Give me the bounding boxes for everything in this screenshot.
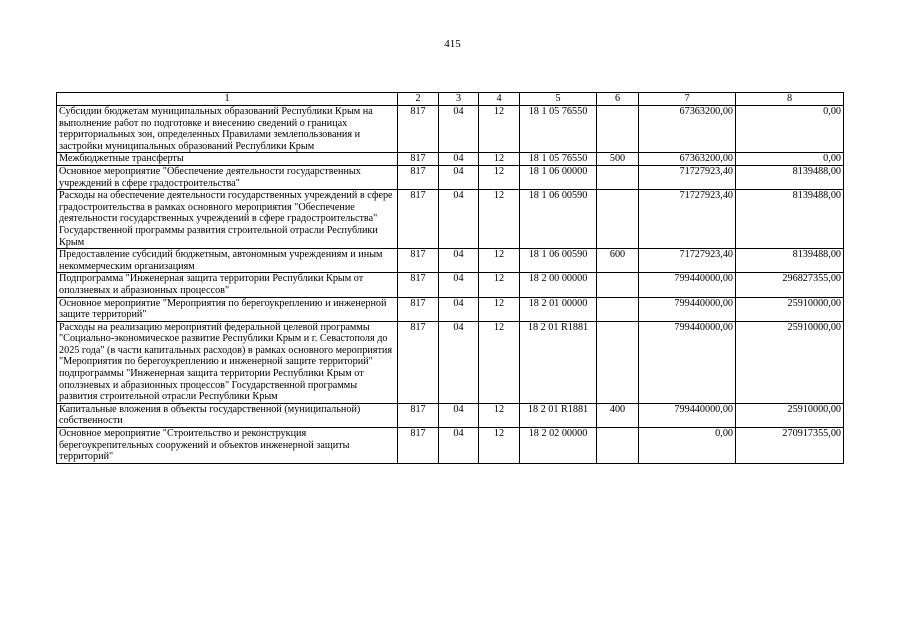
row-expense-type: 400 (597, 403, 639, 427)
row-section: 04 (439, 153, 479, 166)
row-target-article: 18 2 01 R1881 (520, 321, 597, 403)
row-grbs: 817 (398, 106, 439, 153)
row-sum-col8: 25910000,00 (736, 297, 844, 321)
table-row (57, 153, 844, 166)
row-target-article: 18 1 06 00000 (520, 165, 597, 189)
row-section: 04 (439, 106, 479, 153)
row-sum-col7: 799440000,00 (639, 321, 736, 403)
budget-table (56, 92, 844, 464)
table-row (57, 297, 844, 321)
row-sum-col8: 0,00 (736, 153, 844, 166)
table-row (57, 106, 844, 153)
row-subsection: 12 (479, 190, 520, 249)
page-number: 415 (444, 38, 461, 50)
table-row (57, 249, 844, 273)
row-grbs: 817 (398, 249, 439, 273)
row-subsection: 12 (479, 249, 520, 273)
row-sum-col8: 8139488,00 (736, 190, 844, 249)
row-name: Капитальные вложения в объекты государственной (муниципальной) собственности (57, 403, 398, 427)
row-section: 04 (439, 321, 479, 403)
row-sum-col8: 296827355,00 (736, 273, 844, 297)
row-target-article: 18 2 01 00000 (520, 297, 597, 321)
row-name: Предоставление субсидий бюджетным, автономным учреждениям и иным некоммерческим организациям (57, 249, 398, 273)
row-expense-type (597, 297, 639, 321)
row-sum-col7: 71727923,40 (639, 190, 736, 249)
row-grbs: 817 (398, 428, 439, 464)
row-grbs: 817 (398, 190, 439, 249)
row-name: Основное мероприятие "Мероприятия по берегоукреплению и инженерной защите территорий" (57, 297, 398, 321)
table-header-row (57, 93, 844, 106)
row-subsection: 12 (479, 273, 520, 297)
row-target-article: 18 2 02 00000 (520, 428, 597, 464)
row-sum-col7: 799440000,00 (639, 403, 736, 427)
row-name: Субсидии бюджетам муниципальных образований Республики Крым на выполнение работ по подготовке и внесению сведений о границах территориальных зон, определенных Правилами землепользования и застройки муниципальных образований Республики Крым (57, 106, 398, 153)
row-target-article: 18 1 05 76550 (520, 106, 597, 153)
row-subsection: 12 (479, 403, 520, 427)
row-sum-col7: 0,00 (639, 428, 736, 464)
row-sum-col8: 270917355,00 (736, 428, 844, 464)
row-grbs: 817 (398, 153, 439, 166)
row-section: 04 (439, 273, 479, 297)
table-row (57, 403, 844, 427)
column-header: 6 (597, 93, 639, 106)
row-name: Межбюджетные трансферты (57, 153, 398, 166)
table-row (57, 190, 844, 249)
row-sum-col8: 25910000,00 (736, 321, 844, 403)
row-section: 04 (439, 249, 479, 273)
row-target-article: 18 1 05 76550 (520, 153, 597, 166)
table-row (57, 428, 844, 464)
table-row (57, 273, 844, 297)
row-sum-col8: 8139488,00 (736, 165, 844, 189)
row-sum-col7: 799440000,00 (639, 297, 736, 321)
row-expense-type: 500 (597, 153, 639, 166)
column-header: 8 (736, 93, 844, 106)
row-name: Подпрограмма "Инженерная защита территории Республики Крым от оползневых и абразионных процессов" (57, 273, 398, 297)
row-grbs: 817 (398, 165, 439, 189)
row-sum-col7: 67363200,00 (639, 106, 736, 153)
row-section: 04 (439, 165, 479, 189)
row-subsection: 12 (479, 428, 520, 464)
row-expense-type (597, 106, 639, 153)
row-sum-col7: 799440000,00 (639, 273, 736, 297)
row-expense-type (597, 428, 639, 464)
row-target-article: 18 1 06 00590 (520, 249, 597, 273)
row-sum-col7: 71727923,40 (639, 165, 736, 189)
row-expense-type (597, 165, 639, 189)
row-subsection: 12 (479, 297, 520, 321)
row-sum-col7: 71727923,40 (639, 249, 736, 273)
column-header: 3 (439, 93, 479, 106)
column-header: 2 (398, 93, 439, 106)
row-sum-col7: 67363200,00 (639, 153, 736, 166)
table-row (57, 165, 844, 189)
row-expense-type (597, 273, 639, 297)
row-section: 04 (439, 403, 479, 427)
row-expense-type: 600 (597, 249, 639, 273)
row-target-article: 18 2 00 00000 (520, 273, 597, 297)
row-sum-col8: 0,00 (736, 106, 844, 153)
row-expense-type (597, 190, 639, 249)
row-subsection: 12 (479, 106, 520, 153)
table-row (57, 321, 844, 403)
column-header: 5 (520, 93, 597, 106)
row-section: 04 (439, 428, 479, 464)
row-name: Основное мероприятие "Обеспечение деятельности государственных учреждений в сфере градостроительства" (57, 165, 398, 189)
row-target-article: 18 2 01 R1881 (520, 403, 597, 427)
row-subsection: 12 (479, 165, 520, 189)
row-sum-col8: 25910000,00 (736, 403, 844, 427)
row-grbs: 817 (398, 403, 439, 427)
row-subsection: 12 (479, 153, 520, 166)
row-subsection: 12 (479, 321, 520, 403)
row-name: Основное мероприятие "Строительство и реконструкция берегоукрепительных сооружений и объектов инженерной защиты территорий" (57, 428, 398, 464)
column-header: 7 (639, 93, 736, 106)
row-grbs: 817 (398, 321, 439, 403)
row-name: Расходы на обеспечение деятельности государственных учреждений в сфере градостроительства в рамках основного мероприятия "Обеспечение деятельности государственных учреждений в сфере градостроительства" Государственной программы развития строительной отрасли Республики Крым (57, 190, 398, 249)
row-section: 04 (439, 297, 479, 321)
row-sum-col8: 8139488,00 (736, 249, 844, 273)
column-header: 1 (57, 93, 398, 106)
row-target-article: 18 1 06 00590 (520, 190, 597, 249)
row-expense-type (597, 321, 639, 403)
row-grbs: 817 (398, 273, 439, 297)
column-header: 4 (479, 93, 520, 106)
row-section: 04 (439, 190, 479, 249)
row-name: Расходы на реализацию мероприятий федеральной целевой программы "Социально-экономическое развитие Республики Крым и г. Севастополя до 2025 года" (в части капитальных расходов) в рамках основного мероприятия "Мероприятия по берегоукреплению и инженерной защите территорий" подпрограммы "Инженерная защита территории Республики Крым от оползневых и абразионных процессов" Государственной программы развития строительной отрасли Республики Крым (57, 321, 398, 403)
row-grbs: 817 (398, 297, 439, 321)
